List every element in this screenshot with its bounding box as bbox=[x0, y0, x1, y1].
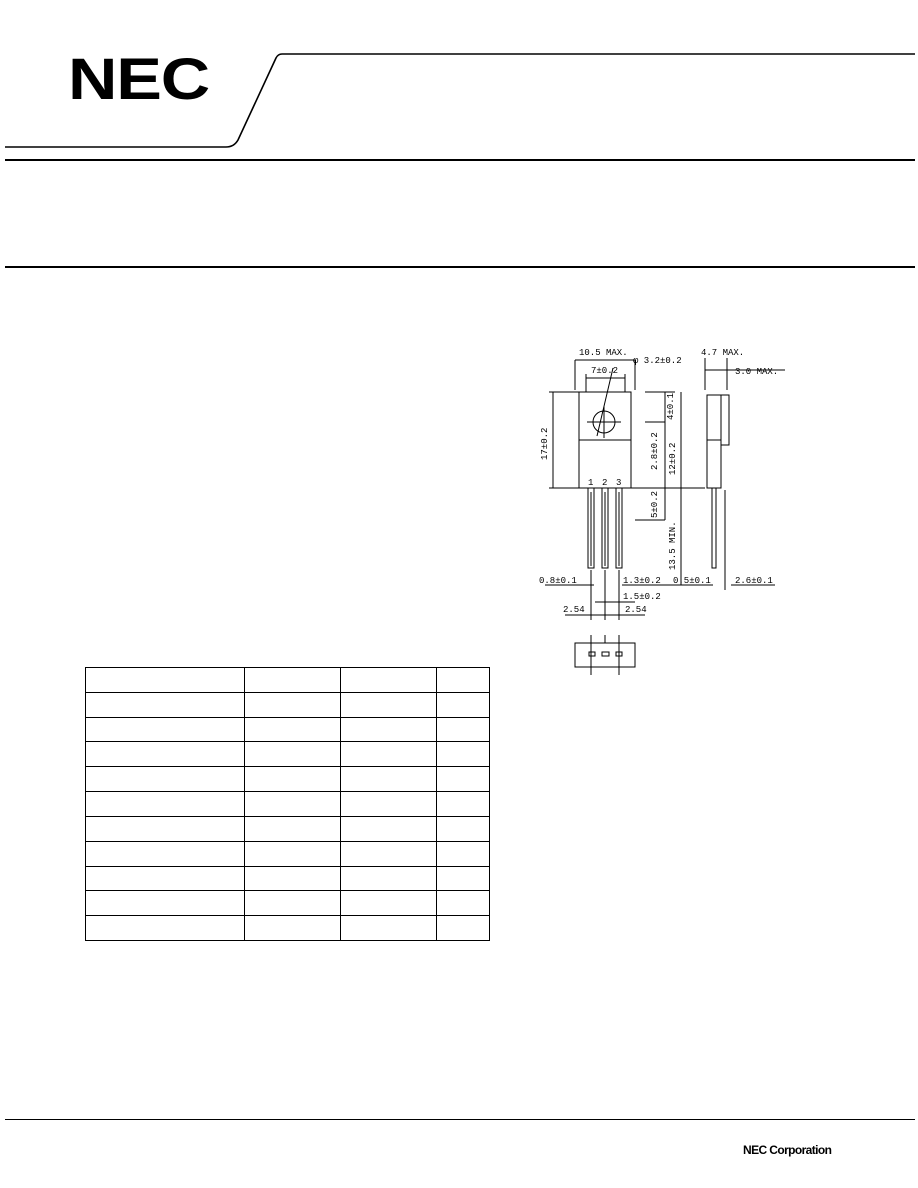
table-cell bbox=[245, 668, 341, 693]
dim-side-lead-offset: 2.6±0.1 bbox=[735, 576, 773, 586]
table-cell bbox=[437, 816, 490, 841]
table-cell bbox=[86, 841, 245, 866]
dim-tab-thickness-max: 3.0 MAX. bbox=[735, 367, 779, 377]
dim-body-lower: 12±0.2 bbox=[668, 442, 678, 475]
package-outline-drawing bbox=[535, 340, 795, 680]
table-cell bbox=[245, 692, 341, 717]
table-cell bbox=[245, 816, 341, 841]
table-cell bbox=[341, 891, 437, 916]
table-row bbox=[86, 866, 490, 891]
table-cell bbox=[437, 866, 490, 891]
table-cell bbox=[86, 692, 245, 717]
ratings-table bbox=[85, 667, 490, 941]
table-cell bbox=[341, 668, 437, 693]
table-row bbox=[86, 841, 490, 866]
table-cell bbox=[341, 717, 437, 742]
dim-width-max: 10.5 MAX. bbox=[579, 348, 628, 358]
header-frame bbox=[0, 0, 918, 170]
table-cell bbox=[86, 792, 245, 817]
dim-hole-to-body: 2.8±0.2 bbox=[650, 432, 660, 470]
nec-logo: NEC bbox=[68, 47, 209, 112]
table-cell bbox=[341, 742, 437, 767]
table-cell bbox=[437, 891, 490, 916]
table-cell bbox=[437, 916, 490, 941]
table-cell bbox=[86, 767, 245, 792]
table-cell bbox=[341, 767, 437, 792]
table-cell bbox=[437, 692, 490, 717]
dim-tab-width: 7±0.2 bbox=[591, 366, 619, 376]
table-cell bbox=[86, 742, 245, 767]
table-row bbox=[86, 767, 490, 792]
dim-lead-shoulder: 5±0.2 bbox=[650, 490, 660, 518]
dim-lead-length: 13.5 MIN. bbox=[668, 521, 678, 570]
table-row bbox=[86, 916, 490, 941]
table-cell bbox=[245, 866, 341, 891]
table-cell bbox=[437, 792, 490, 817]
dim-lead-width: 0.8±0.1 bbox=[539, 576, 577, 586]
dim-lead-pitch-left: 2.54 bbox=[563, 605, 585, 615]
table-cell bbox=[86, 866, 245, 891]
footer-rule bbox=[5, 1119, 915, 1120]
header-rule bbox=[5, 159, 915, 161]
table-cell bbox=[86, 916, 245, 941]
dim-lead-width-upper: 1.3±0.2 bbox=[623, 576, 661, 586]
table-cell bbox=[341, 792, 437, 817]
dim-hole-diameter: φ 3.2±0.2 bbox=[633, 356, 682, 366]
table-cell bbox=[341, 692, 437, 717]
table-cell bbox=[437, 668, 490, 693]
table-cell bbox=[437, 767, 490, 792]
table-cell bbox=[245, 916, 341, 941]
table-cell bbox=[86, 891, 245, 916]
pin-label-1: 1 bbox=[588, 478, 594, 488]
table-cell bbox=[245, 841, 341, 866]
ratings-table-body bbox=[86, 668, 490, 941]
table-cell bbox=[245, 767, 341, 792]
corporation-name: NEC Corporation bbox=[743, 1143, 832, 1157]
dim-body-height: 17±0.2 bbox=[540, 427, 550, 460]
table-cell bbox=[437, 717, 490, 742]
title-rule bbox=[5, 266, 915, 268]
table-cell bbox=[86, 668, 245, 693]
pin-label-3: 3 bbox=[616, 478, 622, 488]
table-row bbox=[86, 891, 490, 916]
table-cell bbox=[341, 916, 437, 941]
dim-lead-width-mid: 1.5±0.2 bbox=[623, 592, 661, 602]
pin-label-2: 2 bbox=[602, 478, 608, 488]
dim-lead-pitch-right: 2.54 bbox=[625, 605, 647, 615]
table-cell bbox=[245, 717, 341, 742]
table-row bbox=[86, 792, 490, 817]
table-cell bbox=[245, 891, 341, 916]
table-cell bbox=[245, 792, 341, 817]
dim-lead-thickness: 0.5±0.1 bbox=[673, 576, 711, 586]
table-row bbox=[86, 717, 490, 742]
dim-hole-offset: 4±0.1 bbox=[666, 392, 676, 420]
table-cell bbox=[341, 841, 437, 866]
table-cell bbox=[341, 816, 437, 841]
table-row bbox=[86, 668, 490, 693]
table-row bbox=[86, 816, 490, 841]
table-row bbox=[86, 692, 490, 717]
table-row bbox=[86, 742, 490, 767]
table-cell bbox=[437, 742, 490, 767]
table-cell bbox=[437, 841, 490, 866]
table-cell bbox=[245, 742, 341, 767]
table-cell bbox=[341, 866, 437, 891]
dim-thickness-max: 4.7 MAX. bbox=[701, 348, 745, 358]
table-cell bbox=[86, 717, 245, 742]
table-cell bbox=[86, 816, 245, 841]
